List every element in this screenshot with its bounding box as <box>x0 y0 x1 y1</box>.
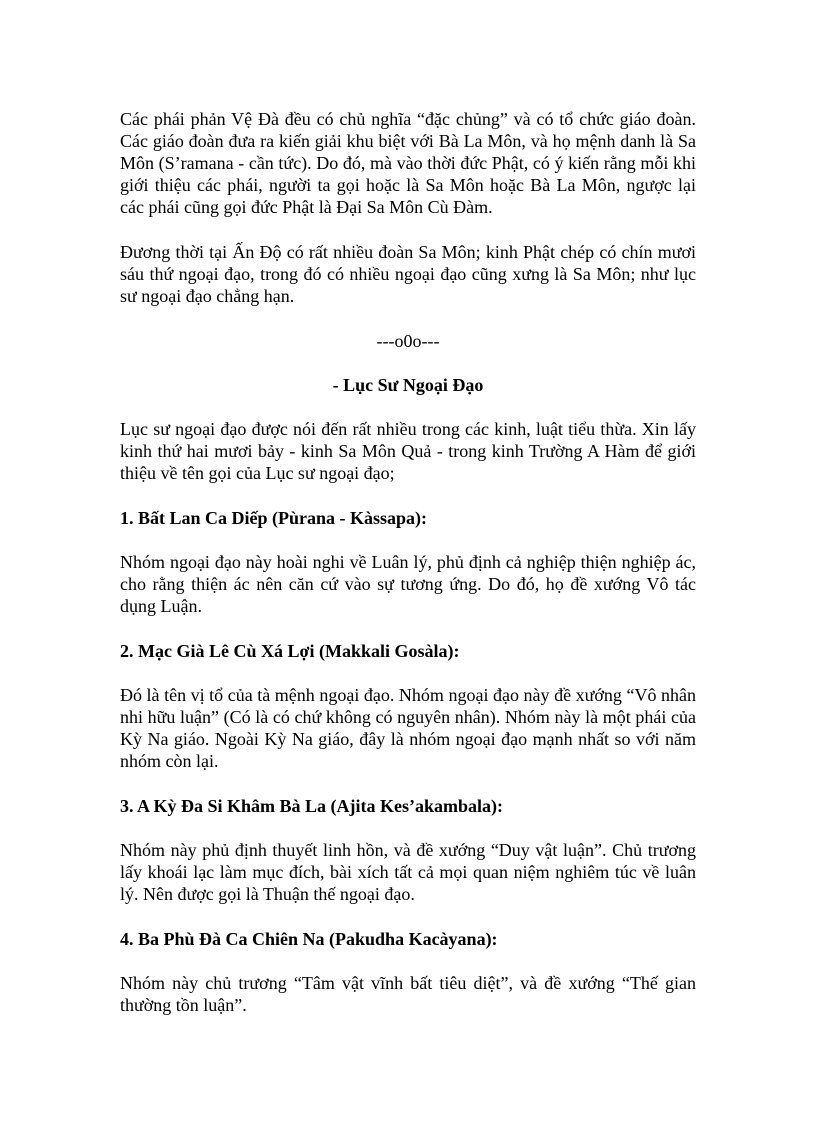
intro-paragraph-2: Đương thời tại Ấn Độ có rất nhiều đoàn Sa Môn; kinh Phật chép có chín mươi sáu thứ ngoại đạo, trong đó có nhiều ngoại đạo cũng xưng là Sa Môn; như lục sư ngoại đạo chẳng hạn. <box>120 242 696 306</box>
item-3-heading: 3. A Kỳ Đa Si Khâm Bà La (Ajita Kes’akambala): <box>120 796 504 816</box>
document-page <box>120 108 696 1016</box>
item-1-heading: 1. Bất Lan Ca Diếp (Pùrana - Kàssapa): <box>120 508 428 528</box>
section-title: - Lục Sư Ngoại Đạo <box>332 375 484 395</box>
item-2-text: Đó là tên vị tổ của tà mệnh ngoại đạo. Nhóm ngoại đạo này đề xướng “Vô nhân nhi hữu luận” (Có là có chứ không có nguyên nhân). Nhóm này là một phái của Kỳ Na giáo. Ngoài Kỳ Na giáo, đây là nhóm ngoại đạo mạnh nhất so với năm nhóm còn lại. <box>120 685 696 771</box>
item-1-text: Nhóm ngoại đạo này hoài nghi về Luân lý, phủ định cả nghiệp thiện nghiệp ác, cho rằng thiện ác nên căn cứ vào sự tương ứng. Do đó, họ đề xướng Vô tác dụng Luận. <box>120 552 696 616</box>
item-2-heading: 2. Mạc Già Lê Cù Xá Lợi (Makkali Gosàla): <box>120 641 460 661</box>
section-separator: ---o0o--- <box>376 331 440 351</box>
item-3-text: Nhóm này phủ định thuyết linh hồn, và đề xướng “Duy vật luận”. Chủ trương lấy khoái lạc làm mục đích, bài xích tất cả mọi quan niệm nghiêm túc về luân lý. Nên được gọi là Thuận thế ngoại đạo. <box>120 840 696 904</box>
section-intro-paragraph: Lục sư ngoại đạo được nói đến rất nhiều trong các kinh, luật tiểu thừa. Xin lấy kinh thứ hai mươi bảy - kinh Sa Môn Quả - trong kinh Trường A Hàm để giới thiệu về tên gọi của Lục sư ngoại đạo; <box>120 419 696 483</box>
item-4-text: Nhóm này chủ trương “Tâm vật vĩnh bất tiêu diệt”, và đề xướng “Thế gian thường tồn luận”. <box>120 973 696 1015</box>
intro-paragraph-1: Các phái phản Vệ Đà đều có chủ nghĩa “đặc chủng” và có tổ chức giáo đoàn. Các giáo đoàn đưa ra kiến giải khu biệt với Bà La Môn, và họ mệnh danh là Sa Môn (S’ramana - cần tức). Do đó, mà vào thời đức Phật, có ý kiến rằng mỗi khi giới thiệu các phái, người ta gọi hoặc là Sa Môn hoặc Bà La Môn, ngược lại các phái cũng gọi đức Phật là Đại Sa Môn Cù Đàm. <box>120 109 696 217</box>
item-4-heading: 4. Ba Phù Đà Ca Chiên Na (Pakudha Kacàyana): <box>120 929 498 949</box>
